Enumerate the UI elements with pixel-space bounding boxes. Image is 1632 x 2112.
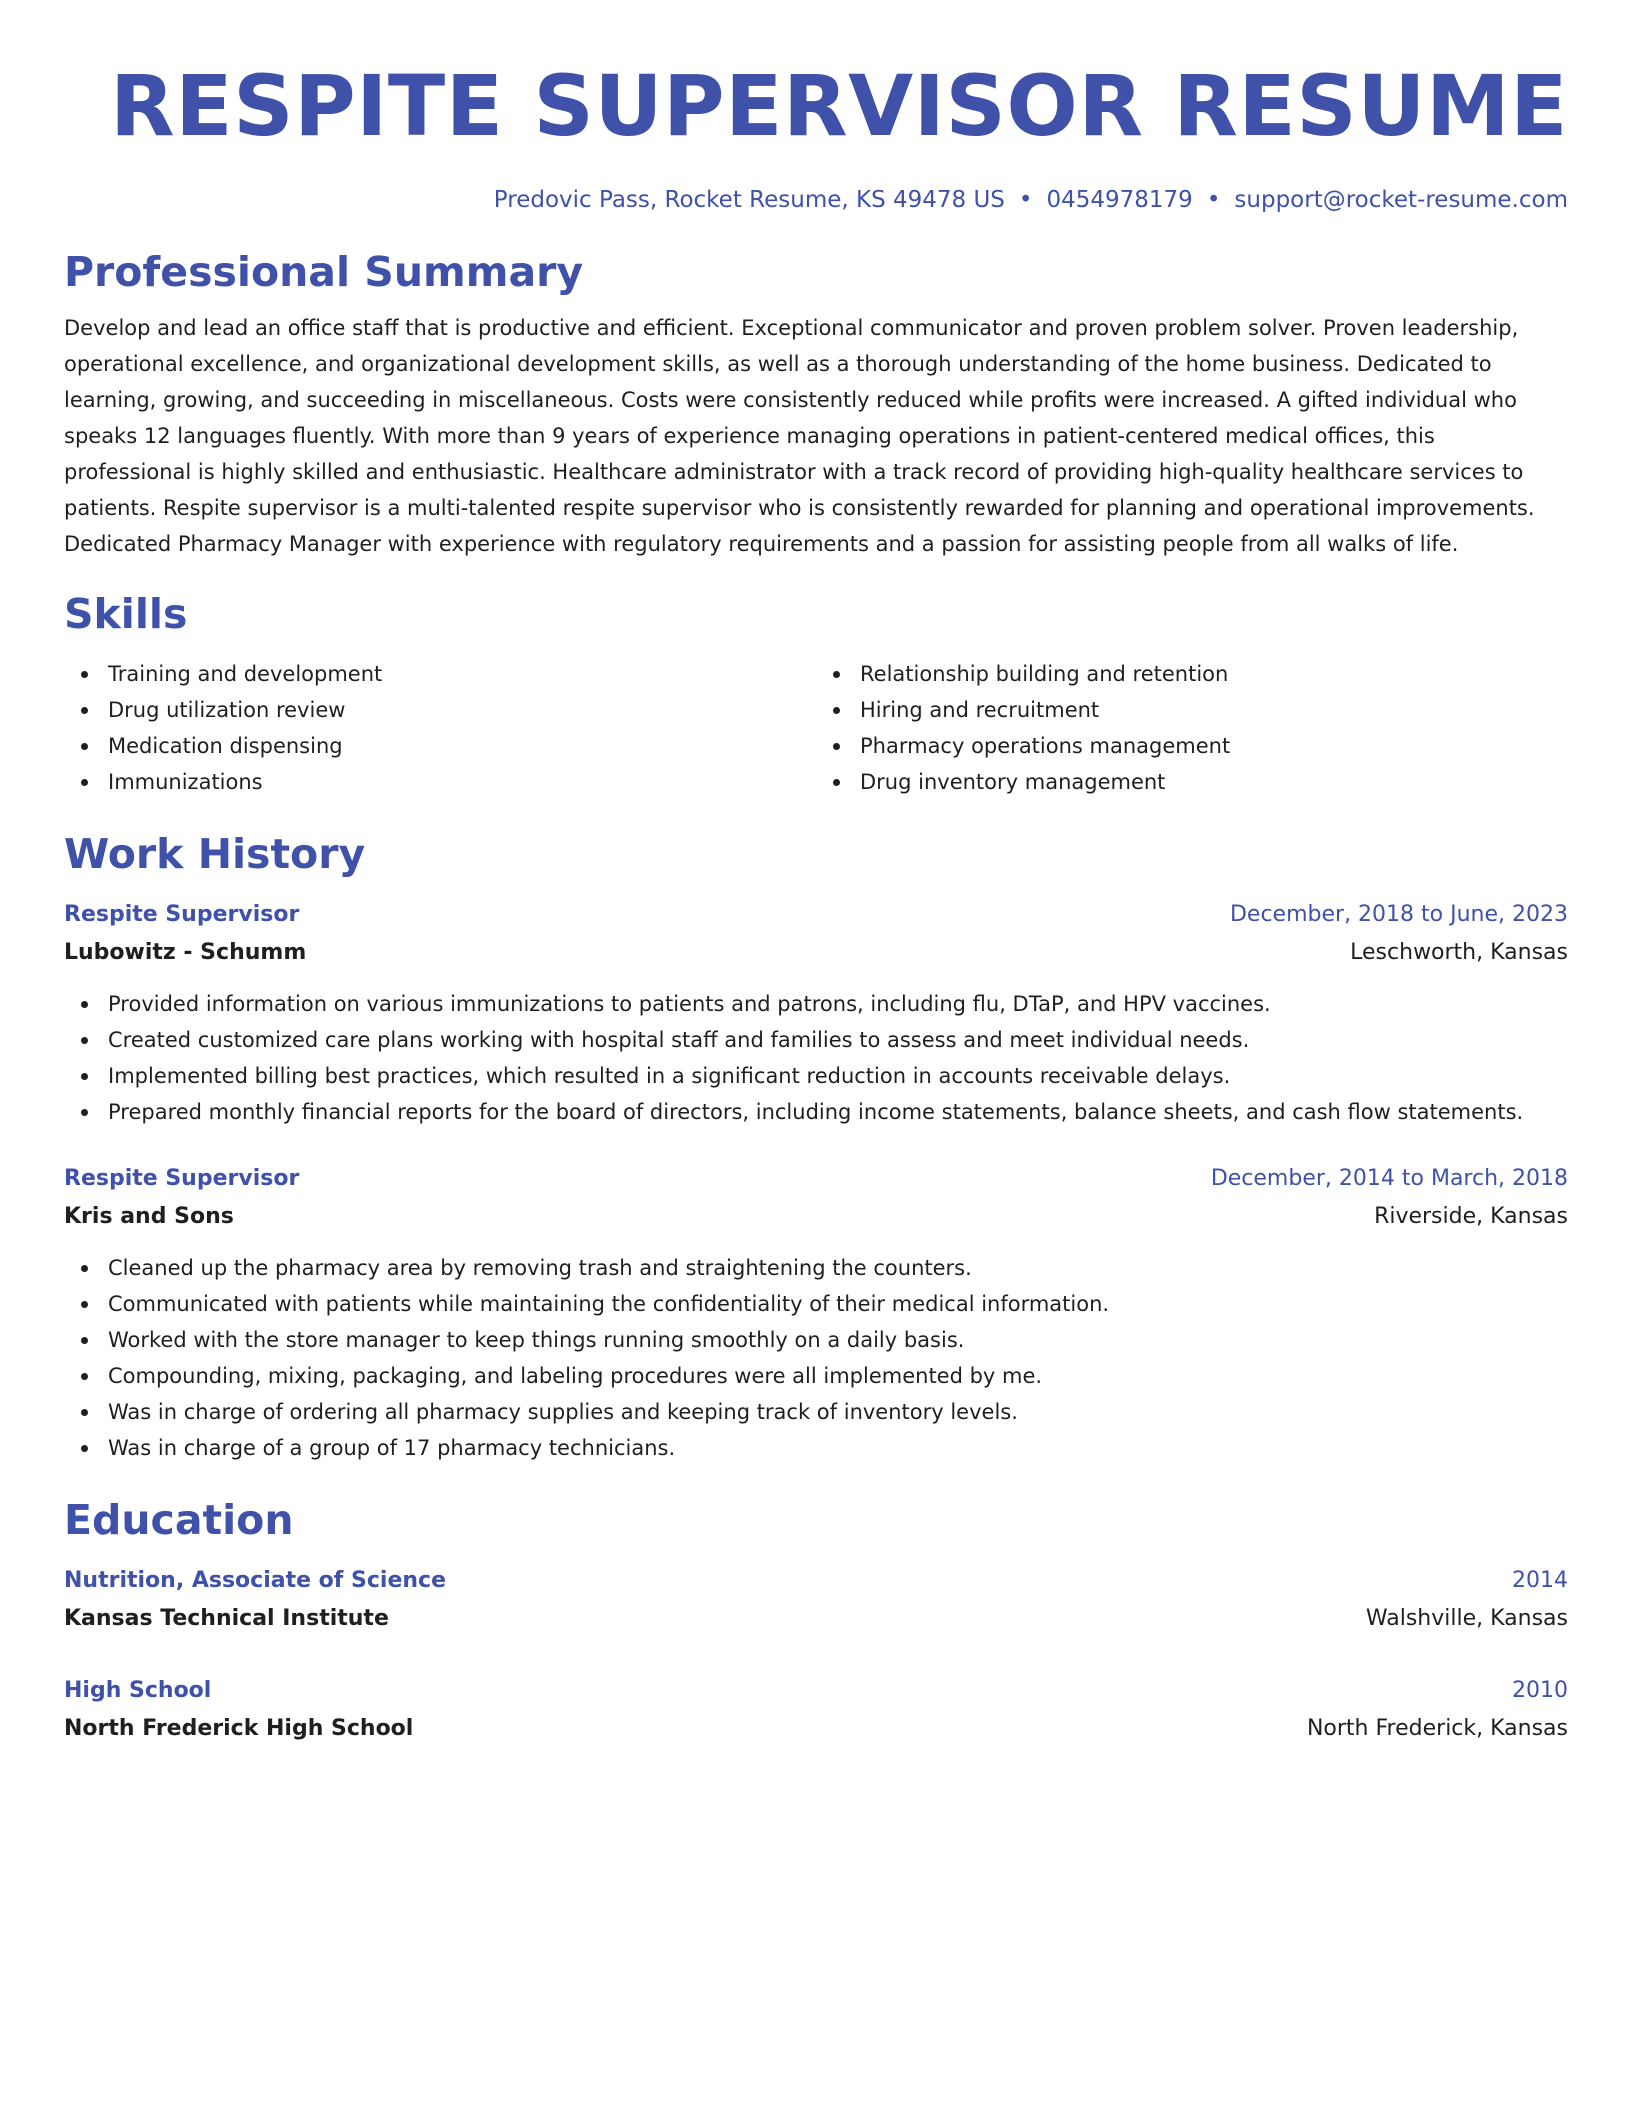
- education-school-row: [64, 1710, 1568, 1748]
- education-entry: [64, 1562, 1568, 1638]
- job-bullet: Was in charge of a group of 17 pharmacy technicians.: [64, 1430, 1568, 1466]
- contact-email: support@rocket-resume.com: [1234, 187, 1568, 213]
- job-bullets: [64, 1250, 1568, 1466]
- skill-item: Pharmacy operations management: [816, 728, 1568, 764]
- contact-phone: 0454978179: [1046, 187, 1193, 213]
- job-bullet: Created customized care plans working with hospital staff and families to assess and meet individual needs.: [64, 1022, 1568, 1058]
- section-heading: Skills: [64, 590, 188, 638]
- job-bullet: Prepared monthly financial reports for the board of directors, including income statements, balance sheets, and cash flow statements.: [64, 1094, 1568, 1130]
- job-dates: December, 2014 to March, 2018: [1210, 1166, 1568, 1191]
- section-heading: Professional Summary: [64, 248, 584, 296]
- summary-text: Develop and lead an office staff that is productive and efficient. Exceptional communicator and proven problem solver. Proven leadership, operational excellence, and organizational development skills, as well as a thorough understanding of the home business. Dedicated to learning, growing, and succeeding in miscellaneous. Costs were consistently reduced while profits were increased. A gifted individual who speaks 12 languages fluently. With more than 9 years of experience managing operations in patient-centered medical offices, this professional is highly skilled and enthusiastic. Healthcare administrator with a track record of providing high-quality healthcare services to patients. Respite supervisor is a multi-talented respite supervisor who is consistently rewarded for planning and operational improvements. Dedicated Pharmacy Manager with experience with regulatory requirements and a passion for assisting people from all walks of life.: [64, 316, 1535, 556]
- job-bullet: Communicated with patients while maintaining the confidentiality of their medical information.: [64, 1286, 1568, 1322]
- skills-list-right: [816, 656, 1568, 800]
- education-entry: [64, 1672, 1568, 1748]
- job-header-row: [64, 1160, 1568, 1198]
- work-history-section: [64, 828, 1568, 1466]
- job-bullet: Provided information on various immunizations to patients and patrons, including flu, DTaP, and HPV vaccines.: [64, 986, 1568, 1022]
- job-company-row: [64, 934, 1568, 972]
- school-location: Walshville, Kansas: [1365, 1606, 1568, 1631]
- job-location: Leschworth, Kansas: [1350, 940, 1568, 965]
- skill-item: Drug inventory management: [816, 764, 1568, 800]
- job-bullet: Compounding, mixing, packaging, and labeling procedures were all implemented by me.: [64, 1358, 1568, 1394]
- professional-summary-section: [64, 246, 1568, 562]
- education-header-row: [64, 1562, 1568, 1600]
- graduation-year: 2014: [1512, 1568, 1568, 1593]
- contact-address: Predovic Pass, Rocket Resume, KS 49478 US: [493, 187, 1005, 213]
- skill-item: Immunizations: [64, 764, 816, 800]
- resume-title: RESPITE SUPERVISOR RESUME: [110, 57, 1568, 155]
- job-title: Respite Supervisor: [64, 1166, 300, 1191]
- job-location: Riverside, Kansas: [1374, 1204, 1568, 1229]
- section-heading: Work History: [64, 830, 366, 878]
- school-name: Kansas Technical Institute: [64, 1606, 389, 1631]
- education-school-row: [64, 1600, 1568, 1638]
- job-company-row: [64, 1198, 1568, 1236]
- graduation-year: 2010: [1512, 1678, 1568, 1703]
- degree: High School: [64, 1678, 212, 1703]
- job-bullet: Was in charge of ordering all pharmacy supplies and keeping track of inventory levels.: [64, 1394, 1568, 1430]
- degree: Nutrition, Associate of Science: [64, 1568, 447, 1593]
- job-bullet: Worked with the store manager to keep things running smoothly on a daily basis.: [64, 1322, 1568, 1358]
- skill-item: Relationship building and retention: [816, 656, 1568, 692]
- skills-list-left: [64, 656, 816, 800]
- contact-separator: •: [1018, 187, 1033, 213]
- skill-item: Medication dispensing: [64, 728, 816, 764]
- job-entry: [64, 1160, 1568, 1466]
- skill-item: Hiring and recruitment: [816, 692, 1568, 728]
- skills-section: [64, 588, 1568, 800]
- skill-item: Training and development: [64, 656, 816, 692]
- job-entry: [64, 896, 1568, 1130]
- education-section: [64, 1494, 1568, 1748]
- job-company: Lubowitz - Schumm: [64, 940, 307, 965]
- skill-item: Drug utilization review: [64, 692, 816, 728]
- job-dates: December, 2018 to June, 2023: [1229, 902, 1568, 927]
- contact-separator: •: [1206, 187, 1221, 213]
- job-title: Respite Supervisor: [64, 902, 300, 927]
- school-name: North Frederick High School: [64, 1716, 414, 1741]
- job-bullet: Cleaned up the pharmacy area by removing trash and straightening the counters.: [64, 1250, 1568, 1286]
- job-company: Kris and Sons: [64, 1204, 234, 1229]
- school-location: North Frederick, Kansas: [1306, 1716, 1568, 1741]
- contact-line: [64, 184, 1568, 216]
- skills-grid: [64, 656, 1568, 800]
- job-bullets: [64, 986, 1568, 1130]
- job-header-row: [64, 896, 1568, 934]
- education-header-row: [64, 1672, 1568, 1710]
- job-bullet: Implemented billing best practices, which resulted in a significant reduction in accounts receivable delays.: [64, 1058, 1568, 1094]
- section-heading: Education: [64, 1496, 294, 1544]
